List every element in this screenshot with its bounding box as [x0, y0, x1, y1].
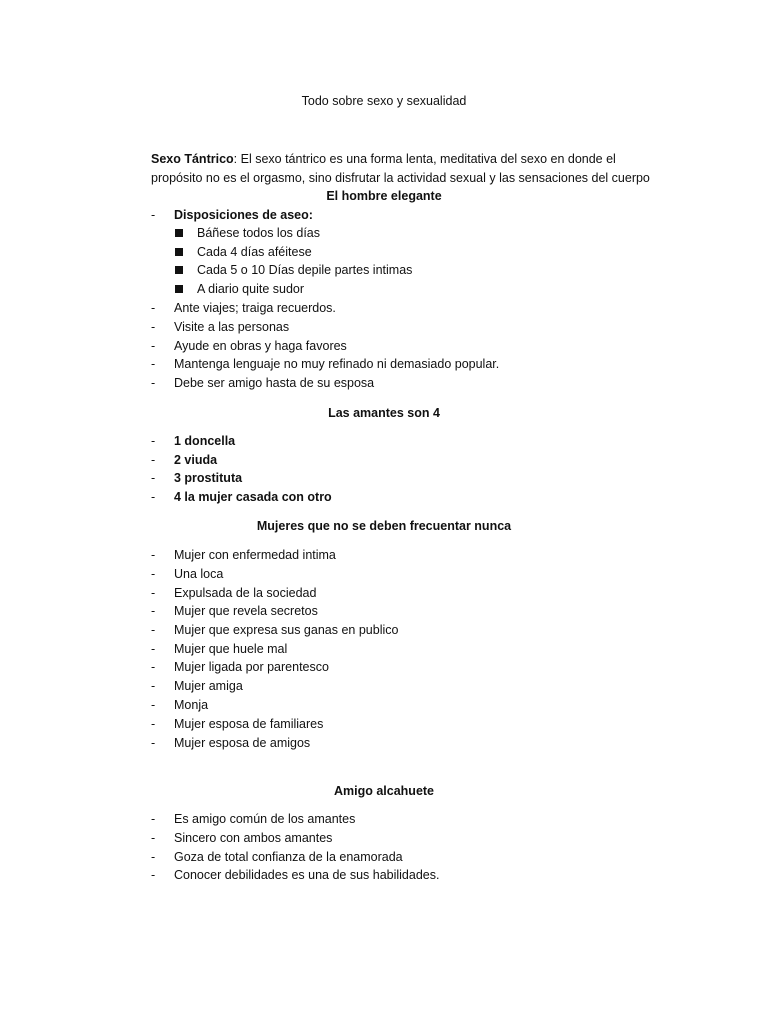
list-dash: -	[151, 376, 156, 390]
list-dash: -	[151, 642, 156, 656]
list-item: Conocer debilidades es una de sus habilidades.	[174, 868, 440, 882]
list-item: Debe ser amigo hasta de su esposa	[174, 376, 375, 390]
sub-list-item: Cada 4 días aféitese	[197, 245, 312, 259]
section-heading-mujeres: Mujeres que no se deben frecuentar nunca	[256, 519, 512, 533]
list-item: Una loca	[174, 567, 224, 581]
list-dash: -	[151, 717, 156, 731]
list-dash: -	[151, 548, 156, 562]
list-item: Goza de total confianza de la enamorada	[174, 850, 403, 864]
list-item: 2 viuda	[174, 453, 218, 467]
square-bullet-icon	[175, 285, 183, 293]
list-dash: -	[151, 850, 156, 864]
list-dash: -	[151, 698, 156, 712]
list-dash: -	[151, 868, 156, 882]
list-item: Ayude en obras y haga favores	[174, 339, 347, 353]
sub-list-item: Cada 5 o 10 Días depile partes intimas	[197, 263, 413, 277]
list-item: Es amigo común de los amantes	[174, 812, 356, 826]
list-dash: -	[151, 357, 156, 371]
intro-paragraph-line1	[151, 150, 616, 168]
list-item: Mantenga lenguaje no muy refinado ni demasiado popular.	[174, 357, 500, 371]
section-heading-amantes: Las amantes son 4	[328, 406, 440, 420]
list-item: Mujer esposa de familiares	[174, 717, 324, 731]
list-dash: -	[151, 208, 156, 222]
list-dash: -	[151, 812, 156, 826]
list-dash: -	[151, 586, 156, 600]
intro-text-line1: : El sexo tántrico es una forma lenta, meditativa del sexo en donde el	[233, 152, 616, 166]
list-dash: -	[151, 301, 156, 315]
list-dash: -	[151, 453, 156, 467]
list-item: Expulsada de la sociedad	[174, 586, 317, 600]
list-dash: -	[151, 320, 156, 334]
list-dash: -	[151, 623, 156, 637]
square-bullet-icon	[175, 248, 183, 256]
list-dash: -	[151, 490, 156, 504]
list-item: Mujer que revela secretos	[174, 604, 318, 618]
square-bullet-icon	[175, 229, 183, 237]
list-item: Sincero con ambos amantes	[174, 831, 333, 845]
list-item: Ante viajes; traiga recuerdos.	[174, 301, 336, 315]
list-dash: -	[151, 831, 156, 845]
list-item: Monja	[174, 698, 209, 712]
list-item: Mujer con enfermedad intima	[174, 548, 336, 562]
list-item: Mujer que expresa sus ganas en publico	[174, 623, 399, 637]
section-heading-amigo-alcahuete: Amigo alcahuete	[333, 784, 435, 798]
document-title: Todo sobre sexo y sexualidad	[301, 94, 467, 108]
list-dash: -	[151, 604, 156, 618]
list-item: Visite a las personas	[174, 320, 290, 334]
sub-list-item: Báñese todos los días	[197, 226, 320, 240]
list-item: Mujer amiga	[174, 679, 243, 693]
list-dash: -	[151, 660, 156, 674]
intro-term: Sexo Tántrico	[151, 152, 234, 166]
list-dash: -	[151, 471, 156, 485]
list-item: Mujer ligada por parentesco	[174, 660, 329, 674]
square-bullet-icon	[175, 266, 183, 274]
list-dash: -	[151, 679, 156, 693]
list-item: Disposiciones de aseo:	[174, 208, 313, 222]
list-dash: -	[151, 339, 156, 353]
list-dash: -	[151, 434, 156, 448]
list-item: 4 la mujer casada con otro	[174, 490, 332, 504]
section-heading-hombre-elegante: El hombre elegante	[326, 189, 442, 203]
list-dash: -	[151, 736, 156, 750]
list-item: 1 doncella	[174, 434, 236, 448]
sub-list-item: A diario quite sudor	[197, 282, 305, 296]
list-item: Mujer esposa de amigos	[174, 736, 311, 750]
list-item: Mujer que huele mal	[174, 642, 288, 656]
intro-text-line2: propósito no es el orgasmo, sino disfrutar la actividad sexual y las sensaciones del cuerpo	[151, 171, 650, 185]
list-item: 3 prostituta	[174, 471, 243, 485]
list-dash: -	[151, 567, 156, 581]
